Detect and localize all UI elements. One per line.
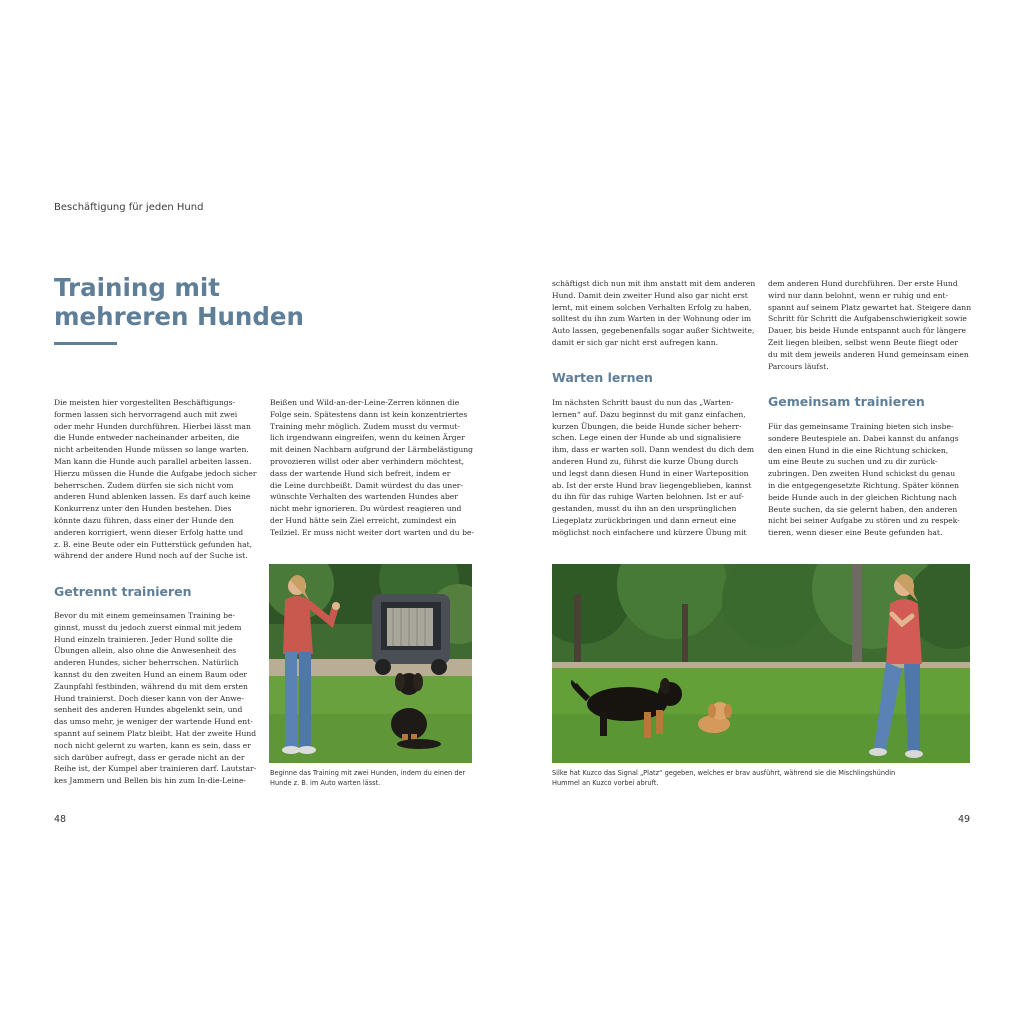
running-head: Beschäftigung für jeden Hund	[54, 202, 204, 213]
section-heading-warten: Warten lernen	[552, 370, 653, 385]
page-number-right: 49	[958, 814, 971, 825]
section-heading-getrennt: Getrennt trainieren	[54, 584, 192, 599]
chapter-title: Training mit mehreren Hunden	[54, 273, 304, 331]
section-warten-paragraph: Im nächsten Schritt baust du nun das „Warten- lernen“ auf. Dazu beginnst du mit ganz einfachen, kurzen Übungen, die beide Hunde sicher beherr- schen. Lege einen der Hunde ab und signalisiere ihm, dass er warten soll. Dann wendest du dich dem anderen Hund zu, führst die kurze Übung durch und legst dann diesen Hund in einer Warteposition ab. Ist der erste Hund brav liegengeblieben, kannst du ihn für das ruhige Warten belohnen. Ist er auf- gestanden, musst du ihn an den ursprünglichen Liegeplatz zurückbringen und dann erneut eine möglichst noch einfachere und kürzere Übung mit	[552, 398, 755, 537]
right-photo-caption: Silke hat Kuzco das Signal „Platz“ gegeben, welches er brav ausführt, während sie die Mischlingshündin Hummel an Kuzco vorbei abruft.	[552, 769, 896, 787]
section-gemeinsam-paragraph: Für das gemeinsame Training bieten sich insbe- sondere Beutespiele an. Dabei kannst du anfangs den einen Hund in die eine Richtung schicken, um eine Beute zu suchen und zu dir zurück- zubringen. Den zweiten Hund schickst du genau in die entgegengesetzte Richtung. Später können beide Hunde auch in der gleichen Richtung nach Beute suchen, da sie gelernt haben, den anderen nicht bei seiner Aufgabe zu stören und zu respek- tieren, wenn dieser eine Beute gefunden hat.	[768, 422, 960, 538]
column3-top-paragraph: schäftigst dich nun mit ihm anstatt mit dem anderen Hund. Damit dein zweiter Hund also gar nicht erst lernt, mit einem solchen Verhalten Erfolg zu haben, solltest du ihn zum Warten in der Wohnung oder im Auto lassen, gegebenenfalls sogar außer Sichtweite, damit er sich gar nicht erst aufregen kann.	[552, 279, 756, 347]
photo-woman-two-dogs	[552, 564, 970, 763]
intro-paragraph: Die meisten hier vorgestellten Beschäftigungs- formen lassen sich hervorragend auch mit zwei oder mehr Hunden durchführen. Hierbei lässt man die Hunde entweder nacheinander arbeiten, die nicht arbeitenden Hunde müssen so lange warten. Man kann die Hunde auch parallel arbeiten lassen. Hierzu müssen die Hunde die Aufgabe jedoch sicher beherrschen. Zudem dürfen sie sich nicht vom anderen Hund ablenken lassen. Es darf auch keine Konkurrenz unter den Hunden bestehen. Dies könnte dazu führen, dass einer der Hunde den anderen korrigiert, wenn dieser Erfolg hatte und z. B. eine Beute oder ein Futterstück gefunden hat, während der andere Hund noch auf der Suche ist.	[54, 398, 257, 561]
column2-paragraph: Beißen und Wild-an-der-Leine-Zerren können die Folge sein. Spätestens dann ist kein konzentriertes Training mehr möglich. Zudem musst du vermut- lich irgendwann eingreifen, wenn du keinen Ärger mit deinen Nachbarn aufgrund der Lärmbelästigung provozieren willst oder aber verhindern möchtest, dass der wartende Hund sich befreit, indem er die Leine durchbeißt. Damit würdest du das uner- wünschte Verhalten des wartenden Hundes aber nicht mehr ignorieren. Du würdest reagieren und der Hund hätte sein Ziel erreicht, zumindest ein Teilziel. Er muss nicht weiter dort warten und du be-	[270, 398, 475, 537]
photo-woman-dog-car	[269, 564, 472, 763]
column4-top-paragraph: dem anderen Hund durchführen. Der erste Hund wird nur dann belohnt, wenn er ruhig und ent- spannt auf seinem Platz gewartet hat. Steigere dann Schritt für Schritt die Aufgabenschwierigkeit sowie Dauer, bis beide Hunde entspannt auch für längere Zeit liegen bleiben, selbst wenn Beute fliegt oder du mit dem jeweils anderen Hund gemeinsam einen Parcours läufst.	[768, 279, 972, 371]
left-photo-caption: Beginne das Training mit zwei Hunden, indem du einen der Hunde z. B. im Auto warten lässt.	[270, 769, 466, 787]
section-heading-gemeinsam: Gemeinsam trainieren	[768, 394, 925, 409]
title-underline	[54, 342, 117, 345]
page-number-left: 48	[54, 814, 67, 825]
section-getrennt-paragraph: Bevor du mit einem gemeinsamen Training be- ginnst, musst du jedoch zuerst einmal mit jedem Hund einzeln trainieren. Jeder Hund sollte die Übungen allein, also ohne die Anwesenheit des anderen Hundes, sicher beherrschen. Natürlich kannst du den zweiten Hund an einem Baum oder Zaunpfahl festbinden, während du mit dem ersten Hund trainierst. Doch dieser kann von der Anwe- senheit des anderen Hundes abgelenkt sein, und das umso mehr, je weniger der wartende Hund ent- spannt auf seinem Platz bleibt. Hat der zweite Hund noch nicht gelernt zu warten, kann es sein, dass er sich darüber aufregt, dass er gerade nicht an der Reihe ist, der Kumpel aber trainieren darf. Lautstar- kes Jammern und Bellen bis hin zum In-die-Leine-	[54, 611, 257, 786]
